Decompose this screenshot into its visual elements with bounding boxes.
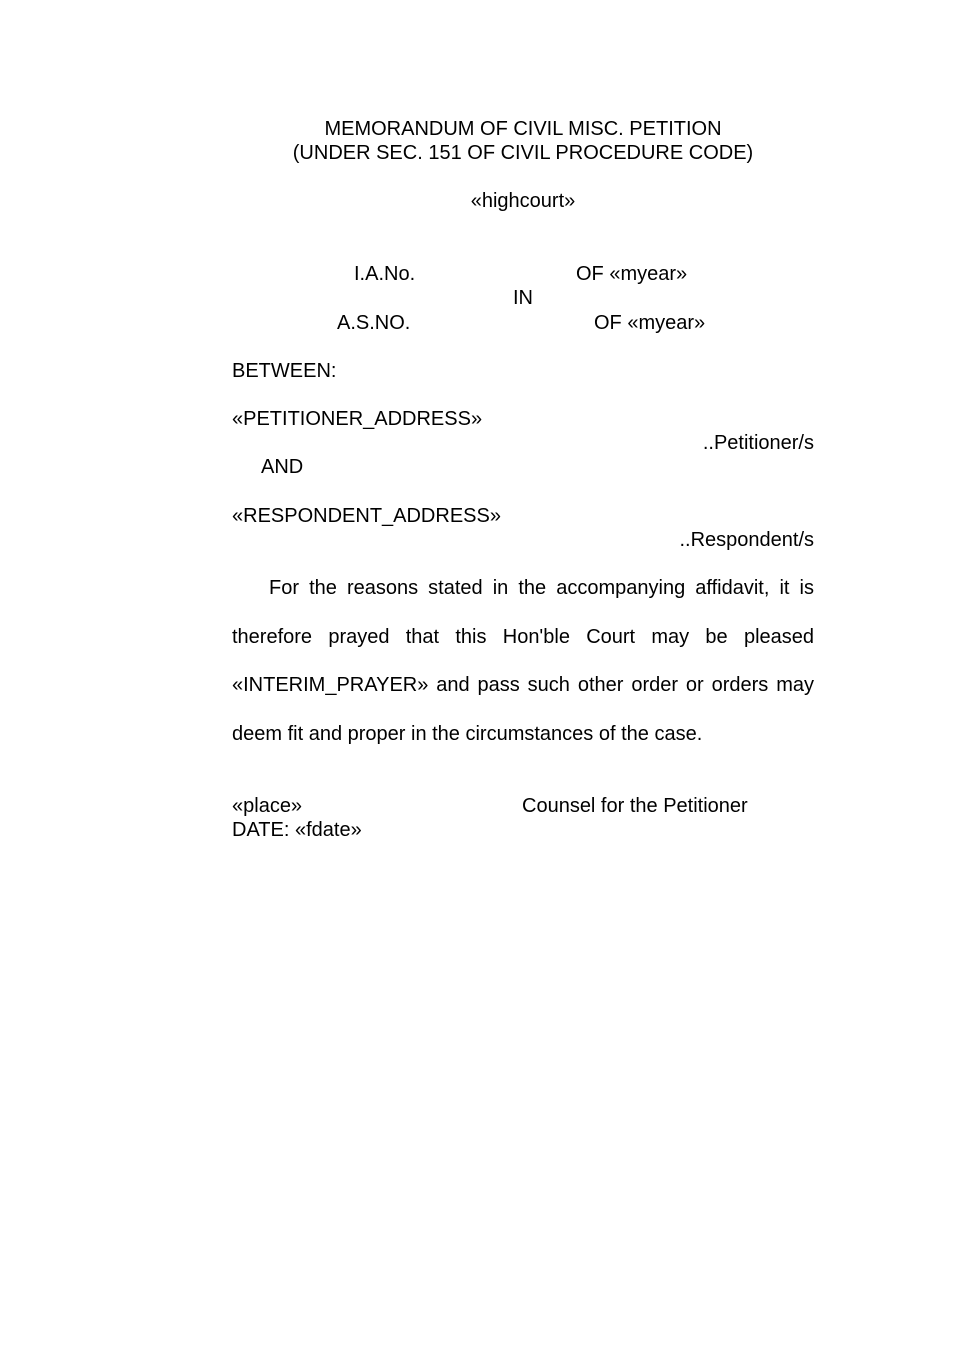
- and-label: AND: [261, 456, 304, 478]
- as-year: OF «myear»: [594, 312, 706, 334]
- prayer-paragraph: [232, 564, 814, 758]
- date-line: DATE: «fdate»: [232, 819, 362, 841]
- respondent-address: «RESPONDENT_ADDRESS»: [232, 505, 501, 527]
- petitioner-label: ..Petitioner/s: [702, 432, 814, 454]
- between-label: BETWEEN:: [232, 360, 337, 382]
- ia-number-label: I.A.No.: [354, 263, 416, 285]
- as-number-label: A.S.NO.: [337, 312, 411, 334]
- respondent-label: ..Respondent/s: [679, 529, 814, 551]
- counsel-signature-label: Counsel for the Petitioner: [522, 795, 748, 817]
- ia-year: OF «myear»: [576, 263, 688, 285]
- title-line-1: MEMORANDUM OF CIVIL MISC. PETITION: [324, 118, 722, 140]
- court-name: «highcourt»: [470, 190, 576, 212]
- title-line-2: (UNDER SEC. 151 OF CIVIL PROCEDURE CODE): [292, 142, 754, 164]
- place: «place»: [232, 795, 303, 817]
- prayer-text: For the reasons stated in the accompanying affidavit, it is therefore prayed that this Hon'ble Court may be pleased «INTERIM_PRAYER» and pass such other order or orders may deem fit and proper in the circumstances of the case.: [232, 577, 814, 745]
- in-label: IN: [513, 287, 533, 309]
- petitioner-address: «PETITIONER_ADDRESS»: [232, 408, 483, 430]
